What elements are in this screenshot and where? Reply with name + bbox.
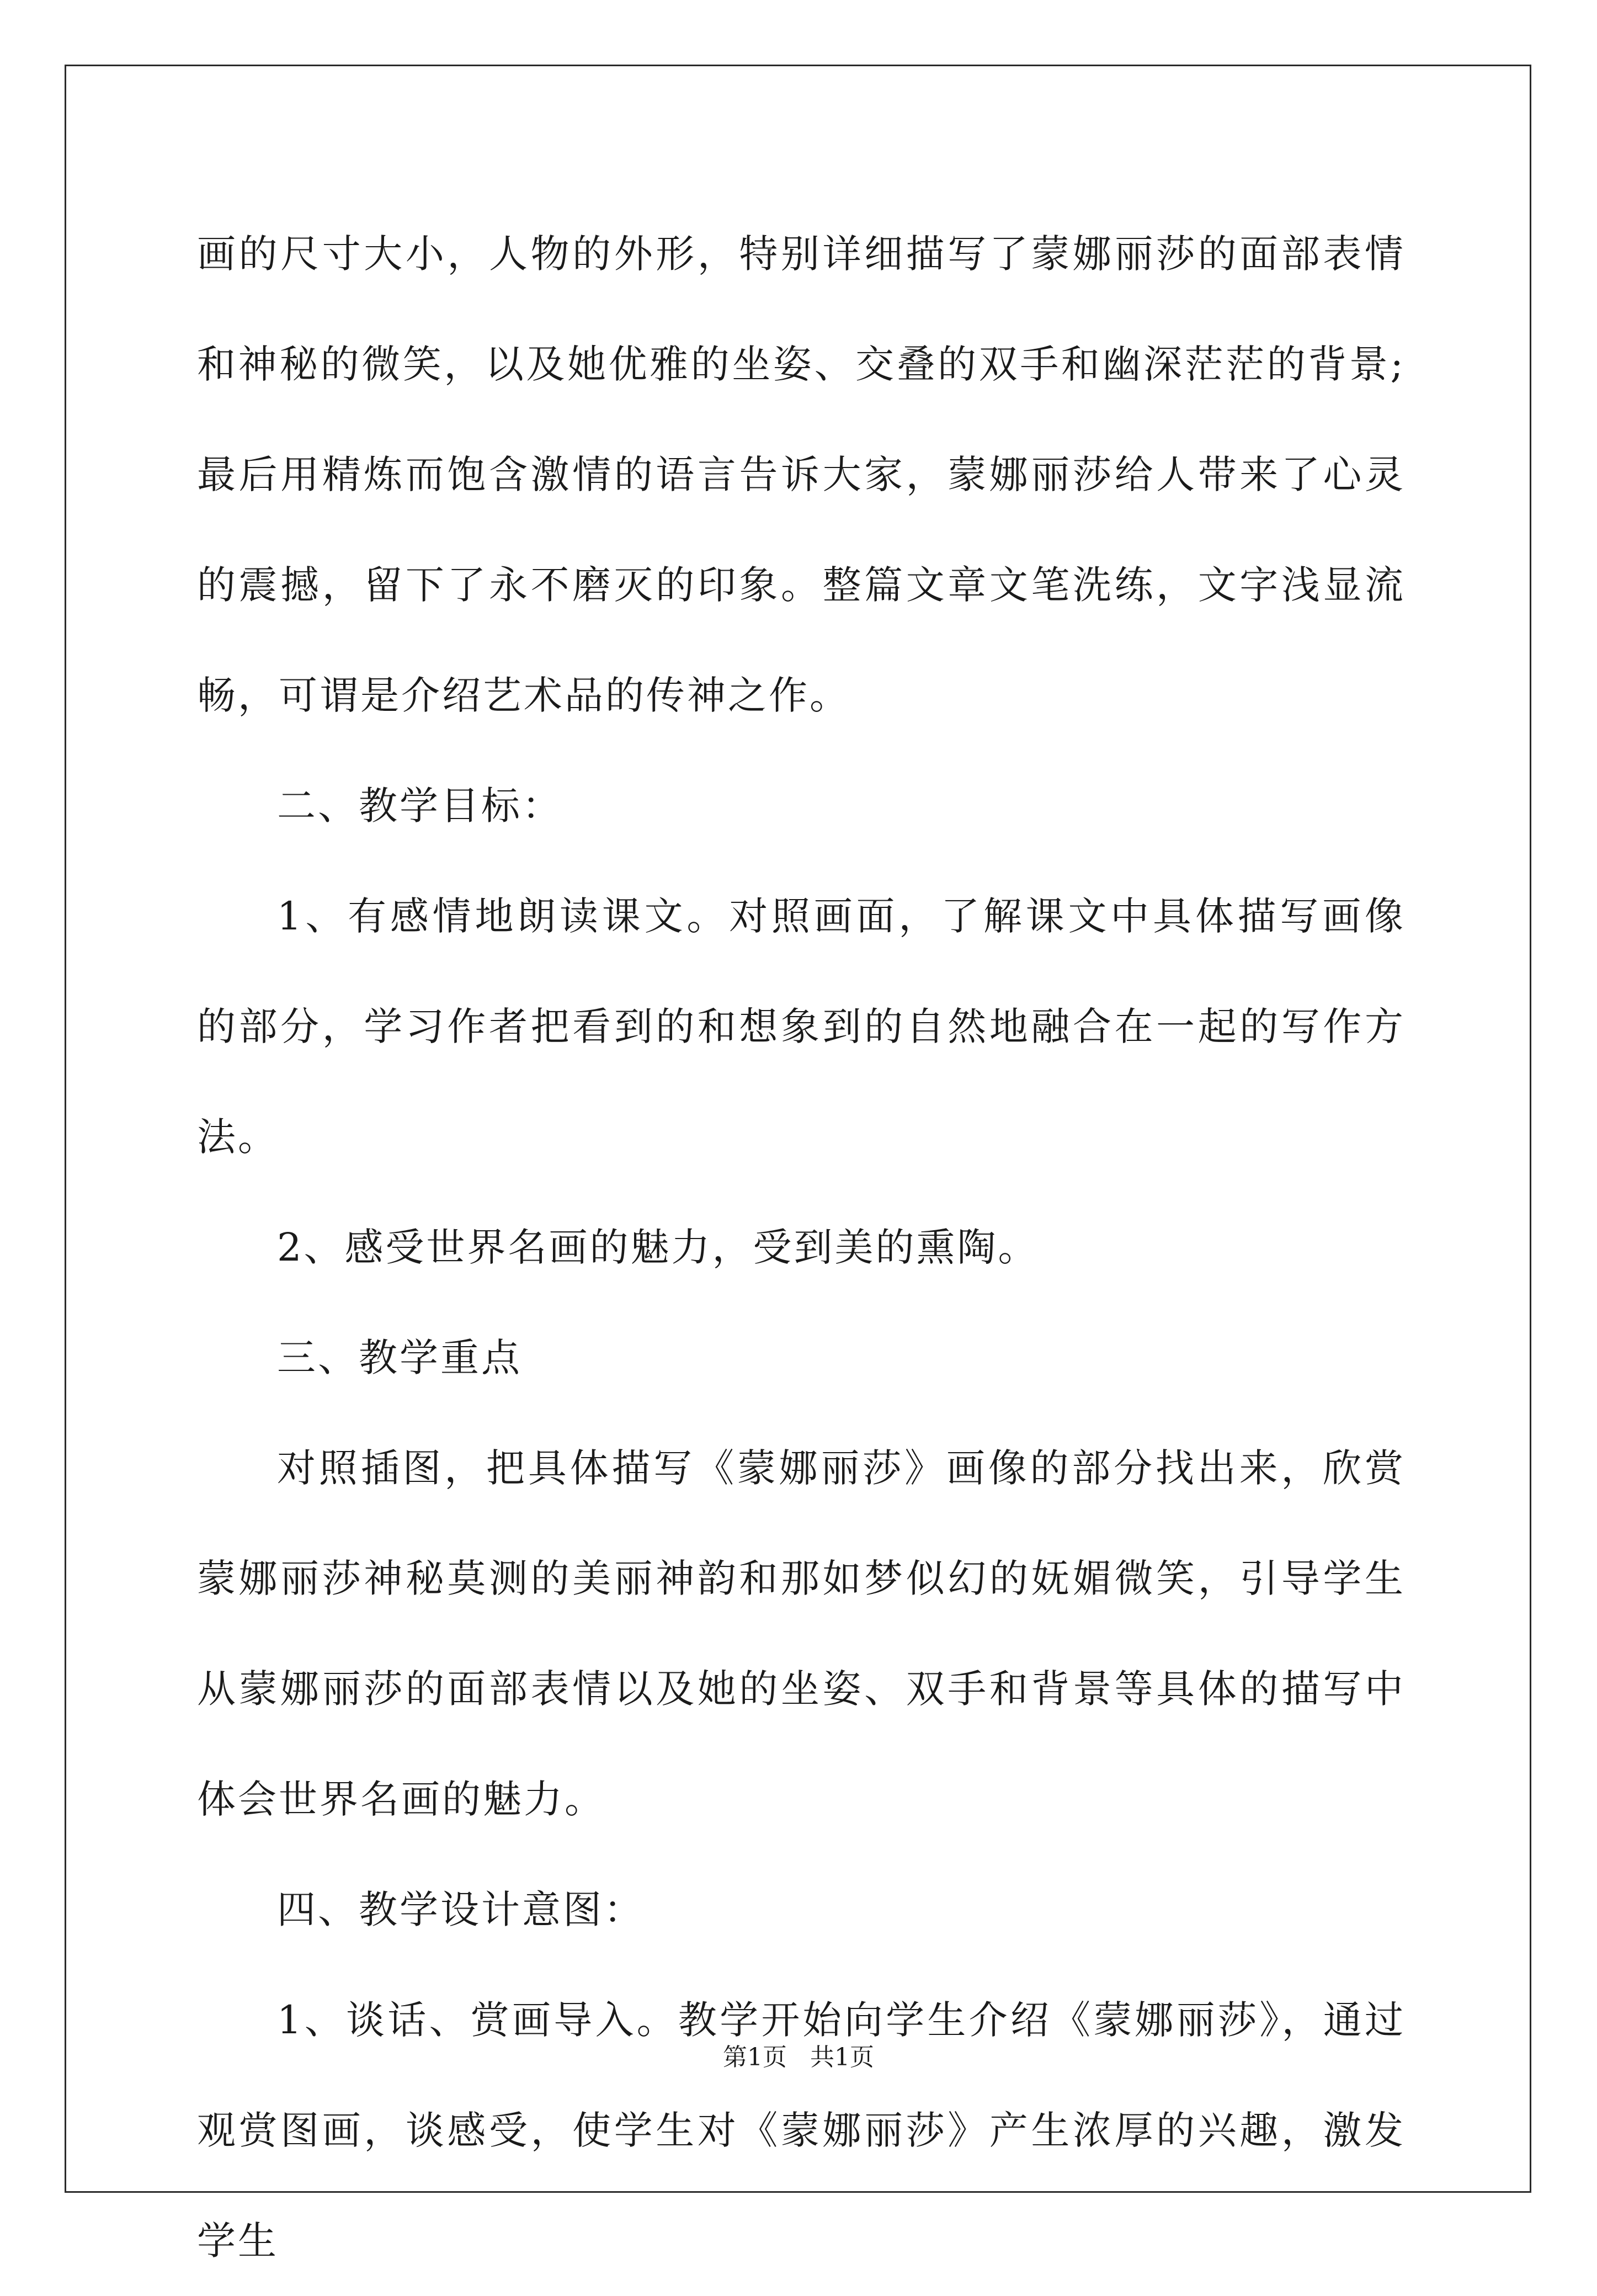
goal-item-2: 2、感受世界名画的魅力，受到美的熏陶。 xyxy=(277,1225,1039,1270)
document-body xyxy=(197,199,1406,2296)
heading-design-intent: 四、教学设计意图： xyxy=(277,1887,645,1932)
goal-item-1: 1、有感情地朗读课文。对照画面，了解课文中具体描写画像的部分，学习作者把看到的和想象到的自然地融合在一起的写作方法。 xyxy=(197,894,1406,1160)
design-intent-item-1: 1、谈话、赏画导入。教学开始向学生介绍《蒙娜丽莎》，通过观赏图画，谈感受，使学生对《蒙娜丽莎》产生浓厚的兴趣，激发学生 xyxy=(197,1997,1406,2263)
heading-teaching-focus: 三、教学重点 xyxy=(277,1335,522,1380)
paragraph-continuation: 画的尺寸大小，人物的外形，特别详细描写了蒙娜丽莎的面部表情和神秘的微笑，以及她优雅的坐姿、交叠的双手和幽深茫茫的背景;最后用精炼而饱含激情的语言告诉大家，蒙娜丽莎给人带来了心灵的震撼，留下了永不磨灭的印象。整篇文章文笔洗练，文字浅显流畅，可谓是介绍艺术品的传神之作。 xyxy=(197,231,1406,718)
paragraph-teaching-focus: 对照插图，把具体描写《蒙娜丽莎》画像的部分找出来，欣赏蒙娜丽莎神秘莫测的美丽神韵和那如梦似幻的妩媚微笑，引导学生从蒙娜丽莎的面部表情以及她的坐姿、双手和背景等具体的描写中体会世界名画的魅力。 xyxy=(197,1445,1406,1822)
page-footer: 第1页 共1页 xyxy=(723,2043,874,2071)
heading-teaching-goals: 二、教学目标： xyxy=(277,783,563,828)
